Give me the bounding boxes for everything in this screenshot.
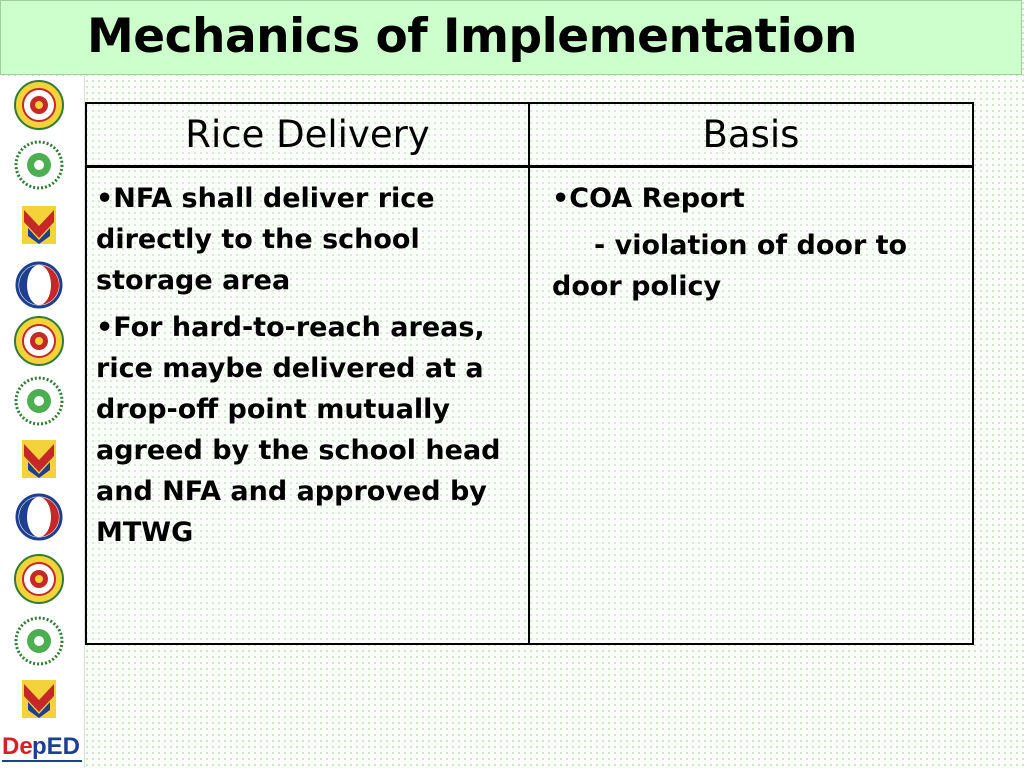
- nutrition-seal-icon: [14, 316, 64, 366]
- rice-delivery-cell: [87, 168, 530, 643]
- doh-icon: [14, 492, 64, 542]
- basis-cell: [530, 168, 972, 643]
- rice-delivery-item: •For hard-to-reach areas, rice maybe delivered at a drop-off point mutually agreed by the school head and NFA and approved by MTWG: [96, 312, 501, 548]
- rice-delivery-item: •NFA shall deliver rice directly to the school storage area: [96, 183, 435, 296]
- dswd-icon: [14, 674, 64, 724]
- svg-text:pED: pED: [32, 733, 80, 760]
- national-nutrition-council-icon: [14, 140, 64, 190]
- nutrition-seal-icon: [14, 554, 64, 604]
- doh-icon: [14, 260, 64, 310]
- national-nutrition-council-icon: [14, 616, 64, 666]
- deped-logo: [0, 728, 84, 768]
- dswd-icon: [14, 200, 64, 250]
- basis-item: - violation of door to door policy: [552, 230, 908, 302]
- header-basis: Basis: [530, 104, 972, 168]
- slide-title: Mechanics of Implementation: [87, 9, 857, 64]
- title-bar: [0, 0, 1022, 75]
- logo-column: [0, 76, 85, 768]
- header-rice-delivery: Rice Delivery: [87, 104, 530, 168]
- implementation-table: [85, 102, 974, 645]
- national-nutrition-council-icon: [14, 376, 64, 426]
- nutrition-seal-icon: [14, 80, 64, 130]
- dswd-icon: [14, 434, 64, 484]
- svg-text:De: De: [2, 733, 33, 760]
- basis-item: •COA Report: [552, 183, 745, 214]
